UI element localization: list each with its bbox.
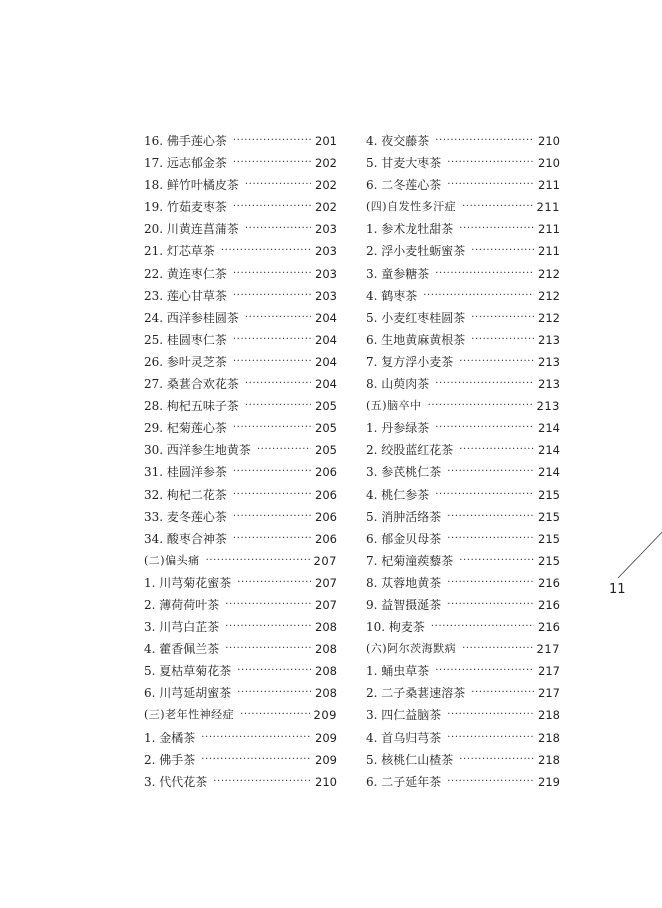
- toc-leader-dots: [233, 152, 311, 174]
- toc-entry-page: 213: [538, 332, 560, 347]
- toc-entry: [144, 484, 337, 506]
- toc-leader-dots: [447, 572, 534, 594]
- toc-entry-page: 202: [315, 178, 337, 193]
- toc-entry-page: 217: [538, 664, 560, 679]
- toc-leader-dots: [245, 307, 311, 329]
- toc-entry: [366, 130, 560, 152]
- toc-entry-title: 6. 二子延年茶: [366, 774, 442, 789]
- toc-entry-title: 2. 佛手茶: [144, 752, 196, 767]
- toc-entry: [366, 727, 560, 749]
- toc-entry: [144, 616, 337, 638]
- toc-entry: [366, 285, 560, 307]
- toc-entry-title: 10. 枸麦茶: [366, 620, 425, 635]
- toc-leader-dots: [233, 417, 311, 439]
- toc-entry-title: 2. 薄荷荷叶茶: [144, 597, 220, 612]
- toc-entry-page: 214: [538, 465, 560, 480]
- toc-leader-dots: [471, 329, 534, 351]
- toc-entry: [366, 660, 560, 682]
- toc-leader-dots: [240, 704, 309, 726]
- toc-leader-dots: [257, 439, 311, 461]
- toc-entry-page: 206: [315, 487, 337, 502]
- toc-entry-page: 217: [538, 686, 560, 701]
- toc-entry: [144, 682, 337, 704]
- toc-entry: [144, 727, 337, 749]
- toc-leader-dots: [233, 196, 311, 218]
- toc-leader-dots: [225, 594, 311, 616]
- toc-leader-dots: [245, 218, 311, 240]
- toc-entry: [144, 638, 337, 660]
- toc-entry-page: 204: [315, 310, 337, 325]
- toc-leader-dots: [471, 240, 534, 262]
- toc-leader-dots: [459, 550, 534, 572]
- toc-entry: [366, 506, 560, 528]
- toc-entry-title: (三)老年性神经症: [144, 708, 235, 722]
- toc-leader-dots: [233, 461, 311, 483]
- toc-entry: [144, 373, 337, 395]
- toc-entry-title: 5. 消肿活络茶: [366, 509, 442, 524]
- toc-entry: [366, 240, 560, 262]
- toc-leader-dots: [459, 351, 534, 373]
- toc-entry-title: 4. 鹤枣茶: [366, 288, 418, 303]
- page-number: 11: [609, 582, 626, 597]
- toc-leader-dots: [428, 395, 533, 417]
- toc-entry-title: 34. 酸枣合神茶: [144, 531, 227, 546]
- toc-leader-dots: [447, 594, 534, 616]
- toc-entry: [366, 263, 560, 285]
- toc-column-right: [366, 130, 560, 793]
- toc-entry-title: 3. 四仁益脑茶: [366, 708, 442, 723]
- toc-leader-dots: [435, 484, 534, 506]
- toc-entry-title: 33. 麦冬莲心茶: [144, 509, 227, 524]
- toc-entry: [144, 351, 337, 373]
- toc-leader-dots: [459, 439, 534, 461]
- toc-entry-title: 8. 山萸肉茶: [366, 377, 430, 392]
- toc-entry-title: 3. 代代花茶: [144, 774, 208, 789]
- toc-entry-page: 217: [536, 642, 560, 657]
- toc-entry-page: 205: [315, 421, 337, 436]
- toc-entry: [366, 682, 560, 704]
- toc-entry: [366, 704, 560, 726]
- toc-entry: [144, 307, 337, 329]
- toc-entry: [366, 329, 560, 351]
- toc-entry-page: 209: [313, 708, 337, 723]
- toc-entry: [144, 196, 337, 218]
- toc-entry-page: 203: [315, 244, 337, 259]
- toc-entry-title: (五)脑卒中: [366, 399, 422, 413]
- toc-entry: [144, 594, 337, 616]
- toc-entry-title: 1. 蛹虫草茶: [366, 664, 430, 679]
- toc-entry-title: 5. 夏枯草菊花茶: [144, 664, 232, 679]
- toc-leader-dots: [233, 506, 311, 528]
- toc-entry-title: 7. 杞菊潼蒺藜茶: [366, 553, 454, 568]
- toc-entry-page: 206: [315, 465, 337, 480]
- toc-entry-page: 211: [538, 222, 560, 237]
- toc-leader-dots: [462, 638, 532, 660]
- toc-entry-page: 212: [538, 310, 560, 325]
- toc-entry-page: 216: [538, 597, 560, 612]
- toc-leader-dots: [245, 373, 311, 395]
- toc-entry-title: 2. 二子桑葚速溶茶: [366, 686, 466, 701]
- toc-entry-page: 213: [538, 377, 560, 392]
- toc-entry-title: 1. 金橘茶: [144, 730, 196, 745]
- toc-leader-dots: [447, 174, 534, 196]
- toc-leader-dots: [225, 616, 311, 638]
- toc-entry-page: 215: [538, 509, 560, 524]
- toc-leader-dots: [233, 263, 311, 285]
- toc-entry: [144, 771, 337, 793]
- toc-entry: [144, 240, 337, 262]
- toc-entry: [366, 351, 560, 373]
- toc-leader-dots: [459, 218, 534, 240]
- toc-entry-title: 23. 莲心甘草茶: [144, 288, 227, 303]
- toc-entry-page: 218: [538, 752, 560, 767]
- toc-entry-title: 1. 参术龙牡甜茶: [366, 222, 454, 237]
- toc-leader-dots: [237, 682, 311, 704]
- toc-leader-dots: [233, 484, 311, 506]
- toc-leader-dots: [237, 660, 311, 682]
- toc-entry-title: 27. 桑葚合欢花茶: [144, 377, 239, 392]
- toc-entry-page: 215: [538, 553, 560, 568]
- toc-entry-page: 201: [315, 134, 337, 148]
- toc-entry-title: 6. 郁金贝母茶: [366, 531, 442, 546]
- toc-entry-page: 216: [538, 620, 560, 635]
- toc-entry-title: (六)阿尔茨海默病: [366, 642, 457, 656]
- toc-leader-dots: [423, 285, 534, 307]
- toc-entry: [144, 528, 337, 550]
- toc-entry: [366, 152, 560, 174]
- toc-entry-title: 2. 绞股蓝红花茶: [366, 443, 454, 458]
- toc-entry-page: 212: [538, 266, 560, 281]
- toc-entry: [144, 417, 337, 439]
- toc-entry: [366, 594, 560, 616]
- toc-entry-title: 3. 川芎白芷茶: [144, 620, 220, 635]
- toc-leader-dots: [221, 240, 311, 262]
- toc-entry-title: 31. 桂圆洋参茶: [144, 465, 227, 480]
- toc-leader-dots: [435, 373, 534, 395]
- toc-entry: [366, 174, 560, 196]
- toc-leader-dots: [206, 550, 310, 572]
- toc-entry: [366, 749, 560, 771]
- toc-entry: [144, 174, 337, 196]
- toc-entry: [144, 285, 337, 307]
- toc-leader-dots: [245, 395, 311, 417]
- toc-entry-page: 204: [315, 377, 337, 392]
- toc-entry-page: 204: [315, 332, 337, 347]
- toc-entry-title: 18. 鲜竹叶橘皮茶: [144, 178, 239, 193]
- toc-entry-page: 208: [315, 686, 337, 701]
- toc-entry: [366, 307, 560, 329]
- toc-entry-title: 2. 浮小麦牡蛎蜜茶: [366, 244, 466, 259]
- toc-entry-title: 4. 桃仁参茶: [366, 487, 430, 502]
- toc-leader-dots: [201, 727, 311, 749]
- page-corner-line: [618, 528, 662, 578]
- toc-entry-title: 19. 竹茹麦枣茶: [144, 200, 227, 215]
- toc-leader-dots: [237, 572, 311, 594]
- toc-entry-page: 210: [538, 156, 560, 171]
- toc-leader-dots: [233, 528, 311, 550]
- toc-entry-page: 206: [315, 531, 337, 546]
- toc-entry: [144, 395, 337, 417]
- toc-entry: [366, 616, 560, 638]
- toc-entry-page: 207: [315, 575, 337, 590]
- toc-entry: [144, 749, 337, 771]
- toc-entry-title: 29. 杞菊莲心茶: [144, 421, 227, 436]
- toc-entry-page: 213: [538, 354, 560, 369]
- toc-entry-title: 5. 小麦红枣桂圆茶: [366, 310, 466, 325]
- toc-entry-title: 4. 藿香佩兰茶: [144, 642, 220, 657]
- toc-leader-dots: [459, 749, 534, 771]
- toc-entry-title: 4. 首乌归芎茶: [366, 730, 442, 745]
- toc-entry-title: 9. 益智摄涎茶: [366, 597, 442, 612]
- toc-entry-page: 203: [315, 266, 337, 281]
- toc-leader-dots: [225, 638, 311, 660]
- toc-leader-dots: [471, 682, 534, 704]
- toc-column-left: [144, 130, 337, 793]
- toc-entry: [366, 771, 560, 793]
- toc-entry-title: 24. 西洋参桂圆茶: [144, 310, 239, 325]
- toc-entry-title: (四)自发性多汗症: [366, 200, 457, 214]
- toc-entry-page: 202: [315, 200, 337, 215]
- toc-entry: [144, 572, 337, 594]
- toc-entry-title: (二)偏头痛: [144, 553, 200, 567]
- toc-entry-page: 216: [538, 575, 560, 590]
- toc-entry: [366, 528, 560, 550]
- toc-leader-dots: [435, 263, 534, 285]
- toc-entry-page: 214: [538, 443, 560, 458]
- toc-leader-dots: [233, 130, 311, 152]
- toc-entry-title: 6. 二冬莲心茶: [366, 178, 442, 193]
- toc-entry-page: 208: [315, 642, 337, 657]
- toc-entry-title: 6. 生地黄麻黄根茶: [366, 332, 466, 347]
- toc-entry: [144, 263, 337, 285]
- toc-entry: [366, 572, 560, 594]
- toc-entry-page: 214: [538, 421, 560, 436]
- toc-entry-title: 8. 苁蓉地黄茶: [366, 575, 442, 590]
- toc-leader-dots: [447, 152, 534, 174]
- toc-leader-dots: [447, 528, 534, 550]
- toc-entry-title: 32. 枸杞二花茶: [144, 487, 227, 502]
- toc-entry-page: 202: [315, 156, 337, 171]
- toc-entry: [366, 417, 560, 439]
- toc-entry-title: 4. 夜交藤茶: [366, 134, 430, 148]
- toc-entry: [144, 218, 337, 240]
- toc-entry: [144, 461, 337, 483]
- toc-entry-title: 3. 童参糖茶: [366, 266, 430, 281]
- toc-entry: [144, 130, 337, 152]
- toc-entry: [366, 439, 560, 461]
- toc-section-heading: [366, 196, 560, 218]
- toc-entry-page: 219: [538, 774, 560, 789]
- toc-entry-page: 209: [315, 730, 337, 745]
- toc-leader-dots: [201, 749, 311, 771]
- toc-entry: [366, 218, 560, 240]
- toc-entry: [144, 329, 337, 351]
- toc-section-heading: [366, 395, 560, 417]
- toc-leader-dots: [435, 130, 534, 152]
- toc-entry-page: 205: [315, 443, 337, 458]
- toc-leader-dots: [233, 329, 311, 351]
- toc-section-heading: [144, 704, 337, 726]
- toc-entry-page: 210: [315, 774, 337, 789]
- toc-leader-dots: [435, 660, 534, 682]
- toc-entry-page: 208: [315, 620, 337, 635]
- toc-entry-page: 215: [538, 487, 560, 502]
- toc-entry-page: 213: [536, 399, 560, 414]
- toc-leader-dots: [447, 704, 534, 726]
- toc-leader-dots: [245, 174, 311, 196]
- toc-entry: [366, 484, 560, 506]
- toc-entry: [366, 373, 560, 395]
- toc-entry-title: 1. 丹参绿茶: [366, 421, 430, 436]
- toc-entry-title: 30. 西洋参生地黄茶: [144, 443, 251, 458]
- toc-entry: [144, 660, 337, 682]
- toc-entry-title: 20. 川黄连菖蒲茶: [144, 222, 239, 237]
- toc-leader-dots: [233, 285, 311, 307]
- toc-leader-dots: [462, 196, 532, 218]
- toc-entry-title: 28. 枸杞五味子茶: [144, 399, 239, 414]
- toc-entry-title: 3. 参芪桃仁茶: [366, 465, 442, 480]
- toc-entry: [144, 439, 337, 461]
- toc-entry-page: 208: [315, 664, 337, 679]
- toc-entry-page: 204: [315, 354, 337, 369]
- toc-entry-page: 215: [538, 531, 560, 546]
- toc-leader-dots: [213, 771, 311, 793]
- toc-entry-page: 211: [536, 200, 560, 215]
- toc-leader-dots: [447, 727, 534, 749]
- toc-entry: [366, 550, 560, 572]
- toc-entry-title: 6. 川芎延胡蜜茶: [144, 686, 232, 701]
- toc-entry-page: 206: [315, 509, 337, 524]
- toc-entry-page: 207: [313, 553, 337, 568]
- toc-leader-dots: [447, 771, 534, 793]
- toc-entry: [144, 506, 337, 528]
- toc-leader-dots: [447, 506, 534, 528]
- toc-entry-page: 210: [538, 134, 560, 148]
- toc-leader-dots: [447, 461, 534, 483]
- toc-entry-page: 203: [315, 288, 337, 303]
- toc-section-heading: [366, 638, 560, 660]
- toc-entry-title: 5. 核桃仁山楂茶: [366, 752, 454, 767]
- toc-entry-title: 17. 远志郁金茶: [144, 156, 227, 171]
- toc-entry-title: 7. 复方浮小麦茶: [366, 354, 454, 369]
- toc-entry-page: 203: [315, 222, 337, 237]
- toc-section-heading: [144, 550, 337, 572]
- toc-entry-title: 1. 川芎菊花蜜茶: [144, 575, 232, 590]
- toc-leader-dots: [431, 616, 534, 638]
- toc-entry-page: 209: [315, 752, 337, 767]
- toc-leader-dots: [233, 351, 311, 373]
- toc-entry-title: 25. 桂圆枣仁茶: [144, 332, 227, 347]
- toc-entry-title: 21. 灯芯草茶: [144, 244, 215, 259]
- toc-entry-page: 218: [538, 730, 560, 745]
- toc-entry-title: 26. 参叶灵芝茶: [144, 354, 227, 369]
- toc-entry-title: 22. 黄连枣仁茶: [144, 266, 227, 281]
- toc-entry-page: 211: [538, 244, 560, 259]
- toc-entry-page: 207: [315, 597, 337, 612]
- toc-entry-title: 16. 佛手莲心茶: [144, 134, 227, 148]
- toc-leader-dots: [471, 307, 534, 329]
- toc-leader-dots: [435, 417, 534, 439]
- toc-entry: [144, 152, 337, 174]
- toc-entry-title: 5. 甘麦大枣茶: [366, 156, 442, 171]
- toc-entry-page: 205: [315, 399, 337, 414]
- toc-entry-page: 211: [538, 178, 560, 193]
- toc-entry-page: 212: [538, 288, 560, 303]
- toc-entry-page: 218: [538, 708, 560, 723]
- toc-entry: [366, 461, 560, 483]
